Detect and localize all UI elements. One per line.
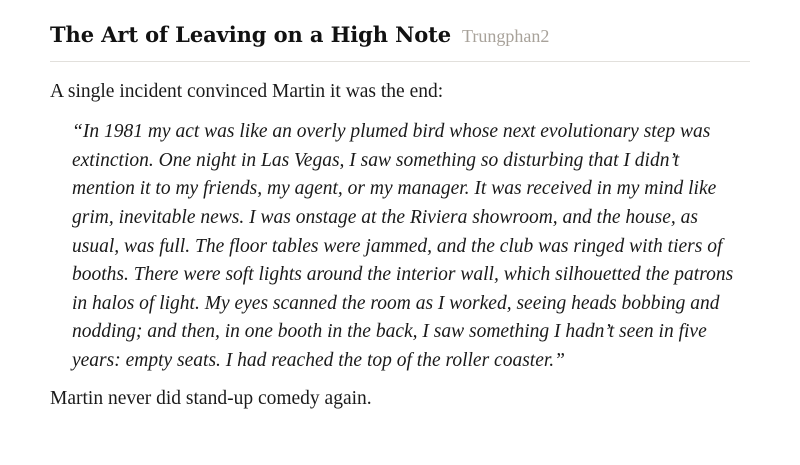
header-divider [50, 61, 750, 62]
article-header [50, 22, 750, 61]
blockquote-text: “In 1981 my act was like an overly plumed bird whose next evolutionary step was extinction. One night in Las Vegas, I saw something so disturbing that I didn’t mention it to my friends, my agent, or my manager. It was received in my mind like grim, inevitable news. I was onstage at the Riviera showroom, and the house, as usual, was full. The floor tables were jammed, and the club was ringed with tiers of booths. There were soft lights around the interior wall, which silhouetted the patrons in halos of light. My eyes scanned the room as I worked, seeing heads bobbing and nodding; and then, in one booth in the back, I saw something I hadn’t seen in five years: empty seats. I had reached the top of the roller coaster.” [72, 121, 734, 371]
lead-paragraph: A single incident convinced Martin it was the end: [50, 81, 444, 102]
page-title: The Art of Leaving on a High Note [50, 22, 452, 47]
byline-author: Trungphan2 [462, 26, 550, 46]
blockquote [50, 118, 750, 375]
closing-paragraph: Martin never did stand-up comedy again. [50, 388, 372, 410]
